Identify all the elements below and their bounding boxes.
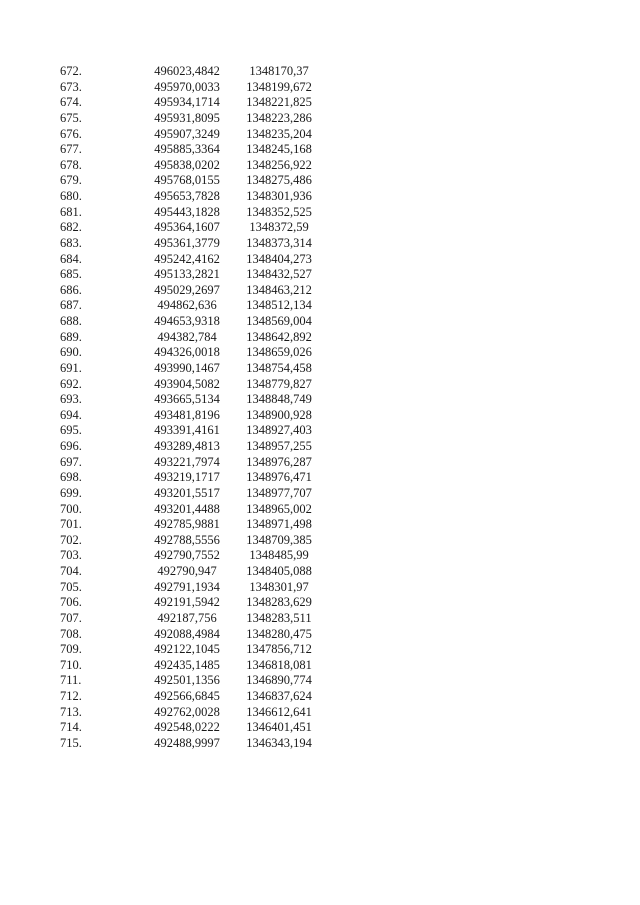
x-coordinate: 493289,4813	[154, 439, 220, 453]
x-coordinate: 492488,9997	[154, 735, 220, 750]
y-coordinate: 1348223,286	[246, 110, 312, 125]
x-coordinate: 495931,8095	[154, 110, 220, 125]
point-number: 694.	[60, 407, 82, 422]
point-number: 707.	[60, 610, 82, 625]
table-row	[60, 80, 324, 96]
x-coordinate: 492187,756	[157, 610, 217, 625]
point-number: 712.	[60, 689, 82, 703]
table-row	[60, 64, 324, 80]
x-coordinate: 493201,4488	[154, 501, 220, 516]
table-row	[60, 205, 324, 221]
y-coordinate: 1348779,827	[246, 376, 312, 391]
point-number: 688.	[60, 314, 82, 328]
point-number: 706.	[60, 595, 82, 610]
point-number: 698.	[60, 470, 82, 485]
x-coordinate: 493481,8196	[154, 407, 220, 422]
x-coordinate: 495907,3249	[154, 126, 220, 141]
y-coordinate: 1348373,314	[246, 235, 312, 250]
y-coordinate: 1348280,475	[246, 626, 312, 641]
x-coordinate: 493904,5082	[154, 376, 220, 391]
point-number: 684.	[60, 251, 82, 266]
table-row	[60, 408, 324, 424]
y-coordinate: 1346818,081	[246, 657, 312, 672]
x-coordinate: 495364,1607	[154, 220, 220, 235]
y-coordinate: 1348957,255	[246, 439, 312, 453]
point-number: 676.	[60, 126, 82, 141]
point-number: 691.	[60, 360, 82, 375]
point-number: 689.	[60, 329, 82, 344]
point-number: 674.	[60, 95, 82, 110]
point-number: 682.	[60, 220, 82, 235]
x-coordinate: 492435,1485	[154, 657, 220, 672]
table-row	[60, 517, 324, 533]
table-row	[60, 595, 324, 611]
x-coordinate: 495970,0033	[154, 79, 220, 94]
y-coordinate: 1348900,928	[246, 407, 312, 422]
y-coordinate: 1346343,194	[246, 735, 312, 750]
coordinate-table	[60, 64, 324, 752]
point-number: 713.	[60, 704, 82, 719]
y-coordinate: 1348235,204	[246, 126, 312, 141]
point-number: 697.	[60, 454, 82, 469]
table-row	[60, 377, 324, 393]
point-number: 705.	[60, 579, 82, 594]
table-row	[60, 111, 324, 127]
y-coordinate: 1348301,97	[249, 579, 309, 594]
point-number: 714.	[60, 720, 82, 735]
y-coordinate: 1348463,212	[246, 282, 312, 297]
point-number: 710.	[60, 657, 82, 672]
point-number: 673.	[60, 79, 82, 94]
x-coordinate: 495838,0202	[154, 157, 220, 172]
y-coordinate: 1348848,749	[246, 392, 312, 407]
x-coordinate: 493201,5517	[154, 485, 220, 500]
x-coordinate: 495361,3779	[154, 235, 220, 250]
table-row	[60, 330, 324, 346]
y-coordinate: 1348754,458	[246, 360, 312, 375]
table-row	[60, 470, 324, 486]
x-coordinate: 496023,4842	[154, 64, 220, 78]
x-coordinate: 493391,4161	[154, 423, 220, 438]
point-number: 699.	[60, 485, 82, 500]
point-number: 687.	[60, 298, 82, 313]
table-row	[60, 173, 324, 189]
x-coordinate: 492791,1934	[154, 579, 220, 594]
y-coordinate: 1348283,629	[246, 595, 312, 610]
table-row	[60, 642, 324, 658]
x-coordinate: 492788,5556	[154, 532, 220, 547]
y-coordinate: 1346837,624	[246, 689, 312, 703]
table-row	[60, 314, 324, 330]
x-coordinate: 492548,0222	[154, 720, 220, 735]
x-coordinate: 493665,5134	[154, 392, 220, 407]
x-coordinate: 495029,2697	[154, 282, 220, 297]
table-row	[60, 548, 324, 564]
point-number: 711.	[60, 673, 82, 688]
table-row	[60, 298, 324, 314]
x-coordinate: 494326,0018	[154, 345, 220, 360]
y-coordinate: 1347856,712	[246, 642, 312, 657]
x-coordinate: 495443,1828	[154, 204, 220, 219]
table-row	[60, 486, 324, 502]
table-row	[60, 564, 324, 580]
coordinate-table-body	[60, 64, 324, 752]
table-row	[60, 658, 324, 674]
table-row	[60, 705, 324, 721]
y-coordinate: 1348976,471	[246, 470, 312, 485]
table-row	[60, 689, 324, 705]
point-number: 672.	[60, 64, 82, 78]
y-coordinate: 1348659,026	[246, 345, 312, 360]
y-coordinate: 1348283,511	[246, 610, 312, 625]
table-row	[60, 252, 324, 268]
y-coordinate: 1348965,002	[246, 501, 312, 516]
y-coordinate: 1348642,892	[246, 329, 312, 344]
y-coordinate: 1348301,936	[246, 189, 312, 203]
table-row	[60, 95, 324, 111]
point-number: 701.	[60, 517, 82, 532]
point-number: 693.	[60, 392, 82, 407]
point-number: 679.	[60, 173, 82, 188]
y-coordinate: 1346890,774	[246, 673, 312, 688]
point-number: 709.	[60, 642, 82, 657]
point-number: 715.	[60, 735, 82, 750]
table-row	[60, 611, 324, 627]
x-coordinate: 495768,0155	[154, 173, 220, 188]
point-number: 702.	[60, 532, 82, 547]
x-coordinate: 492501,1356	[154, 673, 220, 688]
y-coordinate: 1348569,004	[246, 314, 312, 328]
y-coordinate: 1348221,825	[246, 95, 312, 110]
x-coordinate: 492088,4984	[154, 626, 220, 641]
point-number: 690.	[60, 345, 82, 360]
x-coordinate: 492790,7552	[154, 548, 220, 563]
point-number: 678.	[60, 157, 82, 172]
y-coordinate: 1348256,922	[246, 157, 312, 172]
table-row	[60, 220, 324, 236]
x-coordinate: 494862,636	[157, 298, 217, 313]
point-number: 686.	[60, 282, 82, 297]
table-row	[60, 580, 324, 596]
point-number: 675.	[60, 110, 82, 125]
y-coordinate: 1346612,641	[246, 704, 312, 719]
point-number: 704.	[60, 564, 82, 578]
table-row	[60, 345, 324, 361]
y-coordinate: 1348512,134	[246, 298, 312, 313]
table-row	[60, 627, 324, 643]
y-coordinate: 1348971,498	[246, 517, 312, 532]
point-number: 681.	[60, 204, 82, 219]
table-row	[60, 283, 324, 299]
table-row	[60, 267, 324, 283]
point-number: 695.	[60, 423, 82, 438]
y-coordinate: 1348245,168	[246, 142, 312, 157]
x-coordinate: 492790,947	[157, 564, 217, 578]
table-row	[60, 455, 324, 471]
table-row	[60, 439, 324, 455]
point-number: 683.	[60, 235, 82, 250]
table-row	[60, 673, 324, 689]
table-row	[60, 502, 324, 518]
y-coordinate: 1346401,451	[246, 720, 312, 735]
point-number: 708.	[60, 626, 82, 641]
y-coordinate: 1348432,527	[246, 267, 312, 282]
table-row	[60, 720, 324, 736]
y-coordinate: 1348275,486	[246, 173, 312, 188]
x-coordinate: 495242,4162	[154, 251, 220, 266]
point-number: 696.	[60, 439, 82, 453]
x-coordinate: 492762,0028	[154, 704, 220, 719]
y-coordinate: 1348485,99	[249, 548, 309, 563]
y-coordinate: 1348352,525	[246, 204, 312, 219]
table-row	[60, 423, 324, 439]
x-coordinate: 492191,5942	[154, 595, 220, 610]
y-coordinate: 1348405,088	[246, 564, 312, 578]
point-number: 680.	[60, 189, 82, 203]
point-number: 692.	[60, 376, 82, 391]
table-row	[60, 189, 324, 205]
y-coordinate: 1348199,672	[246, 79, 312, 94]
table-row	[60, 533, 324, 549]
x-coordinate: 493990,1467	[154, 360, 220, 375]
point-number: 677.	[60, 142, 82, 157]
table-row	[60, 127, 324, 143]
x-coordinate: 493221,7974	[154, 454, 220, 469]
table-row	[60, 361, 324, 377]
x-coordinate: 495885,3364	[154, 142, 220, 157]
x-coordinate: 495653,7828	[154, 189, 220, 203]
x-coordinate: 494653,9318	[154, 314, 220, 328]
table-row	[60, 736, 324, 752]
table-row	[60, 158, 324, 174]
table-row	[60, 392, 324, 408]
table-row	[60, 236, 324, 252]
point-number: 700.	[60, 501, 82, 516]
y-coordinate: 1348976,287	[246, 454, 312, 469]
x-coordinate: 492122,1045	[154, 642, 220, 657]
y-coordinate: 1348404,273	[246, 251, 312, 266]
x-coordinate: 495133,2821	[154, 267, 220, 282]
x-coordinate: 493219,1717	[154, 470, 220, 485]
x-coordinate: 495934,1714	[154, 95, 220, 110]
y-coordinate: 1348170,37	[249, 64, 309, 78]
y-coordinate: 1348709,385	[246, 532, 312, 547]
point-number: 685.	[60, 267, 82, 282]
y-coordinate: 1348372,59	[249, 220, 309, 235]
table-row	[60, 142, 324, 158]
y-coordinate: 1348977,707	[246, 485, 312, 500]
point-number: 703.	[60, 548, 82, 563]
x-coordinate: 492566,6845	[154, 689, 220, 703]
x-coordinate: 494382,784	[157, 329, 217, 344]
y-coordinate: 1348927,403	[246, 423, 312, 438]
x-coordinate: 492785,9881	[154, 517, 220, 532]
